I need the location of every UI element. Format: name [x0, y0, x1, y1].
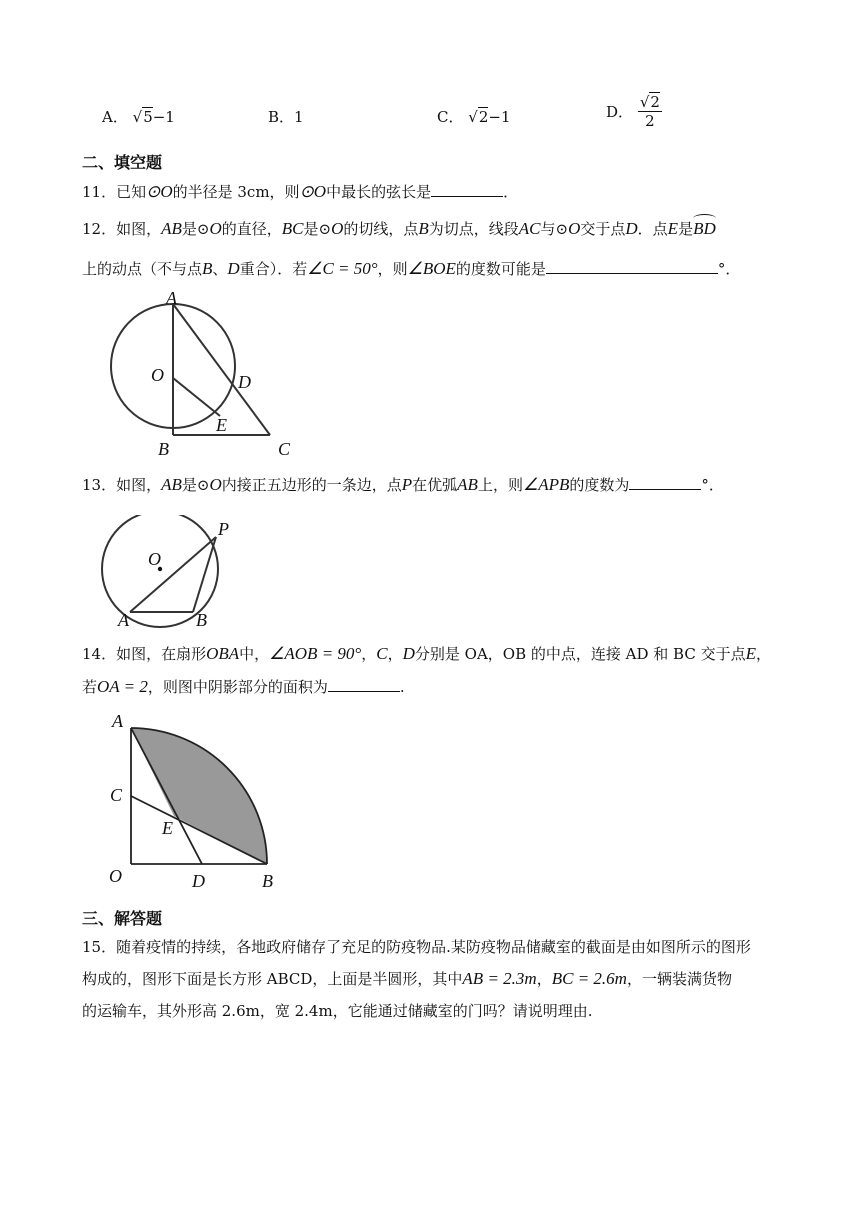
question-15-line3: 的运输车，其外形高 2.6m，宽 2.4m，它能通过储藏室的门吗？请说明理由.: [82, 1002, 593, 1020]
arc-bd: BD: [693, 218, 716, 240]
arc-mark: [693, 214, 716, 223]
answer-blank: [431, 180, 503, 197]
label-c: C: [110, 785, 123, 805]
question-15: 15．随着疫情的持续，各地政府储存了充足的防疫物品.某防疫物品储藏室的截面是由如图所示的图形: [82, 938, 751, 956]
segment-oe: [173, 378, 220, 416]
label-b: B: [262, 871, 273, 891]
label-a: A: [166, 290, 177, 308]
answer-blank: [546, 257, 718, 274]
section-title-answer: 三、解答题: [82, 909, 163, 928]
label-b: B: [196, 610, 207, 630]
question-14-line2: 若OA = 2，则图中阴影部分的面积为 .: [82, 677, 405, 696]
label-a: A: [112, 711, 123, 731]
label-o: O: [151, 365, 164, 385]
question-14: 14．如图，在扇形OBA中，∠AOB = 90°，C，D分别是 OA，OB 的中点，连接 AD 和 BC 交于点E，: [82, 644, 771, 663]
question-12-line2: 上的动点（不与点B、D重合）．若∠C = 50°，则∠BOE的度数可能是 °．: [82, 259, 741, 278]
label-a: A: [118, 610, 129, 630]
label-c: C: [278, 439, 291, 459]
figure-q12: [100, 290, 300, 460]
label-o: O: [109, 866, 122, 886]
label-e: E: [162, 818, 173, 838]
choice-b: B．1: [268, 108, 304, 126]
choice-a: A． √5−1: [102, 108, 175, 126]
answer-blank: [629, 473, 701, 490]
label-d: D: [192, 871, 205, 891]
label-b: B: [158, 439, 169, 459]
label-e: E: [216, 415, 227, 435]
answer-blank: [328, 675, 400, 692]
shaded-region: [131, 728, 267, 864]
segment-ap: [130, 537, 216, 612]
question-11: 11．已知⊙O的半径是 3cm，则⊙O中最长的弦长是 ．: [82, 182, 519, 201]
choice-c: C． √2−1: [437, 108, 511, 126]
label-o: O: [148, 549, 161, 569]
question-13: 13．如图，AB是⊙O内接正五边形的一条边，点P在优弧AB上，则∠APB的度数为 °．: [82, 475, 724, 494]
figure-q14: [104, 708, 289, 893]
question-15-line2: 构成的，图形下面是长方形 ABCD，上面是半圆形，其中AB = 2.3m，BC = 2.6m，一辆装满货物: [82, 969, 732, 988]
section-title-fill-blank: 二、填空题: [82, 153, 163, 172]
question-12: 12．如图，AB是⊙O的直径，BC是⊙O的切线，点B为切点，线段AC与⊙O交于点D．点E是 BD: [82, 218, 716, 240]
choice-d: D． $\frac{√2}{2}$: [606, 93, 660, 130]
label-p: P: [218, 519, 229, 539]
figure-q13: [98, 515, 248, 635]
fraction: $\frac{√2}{2}$: [639, 93, 660, 130]
label-d: D: [238, 372, 251, 392]
